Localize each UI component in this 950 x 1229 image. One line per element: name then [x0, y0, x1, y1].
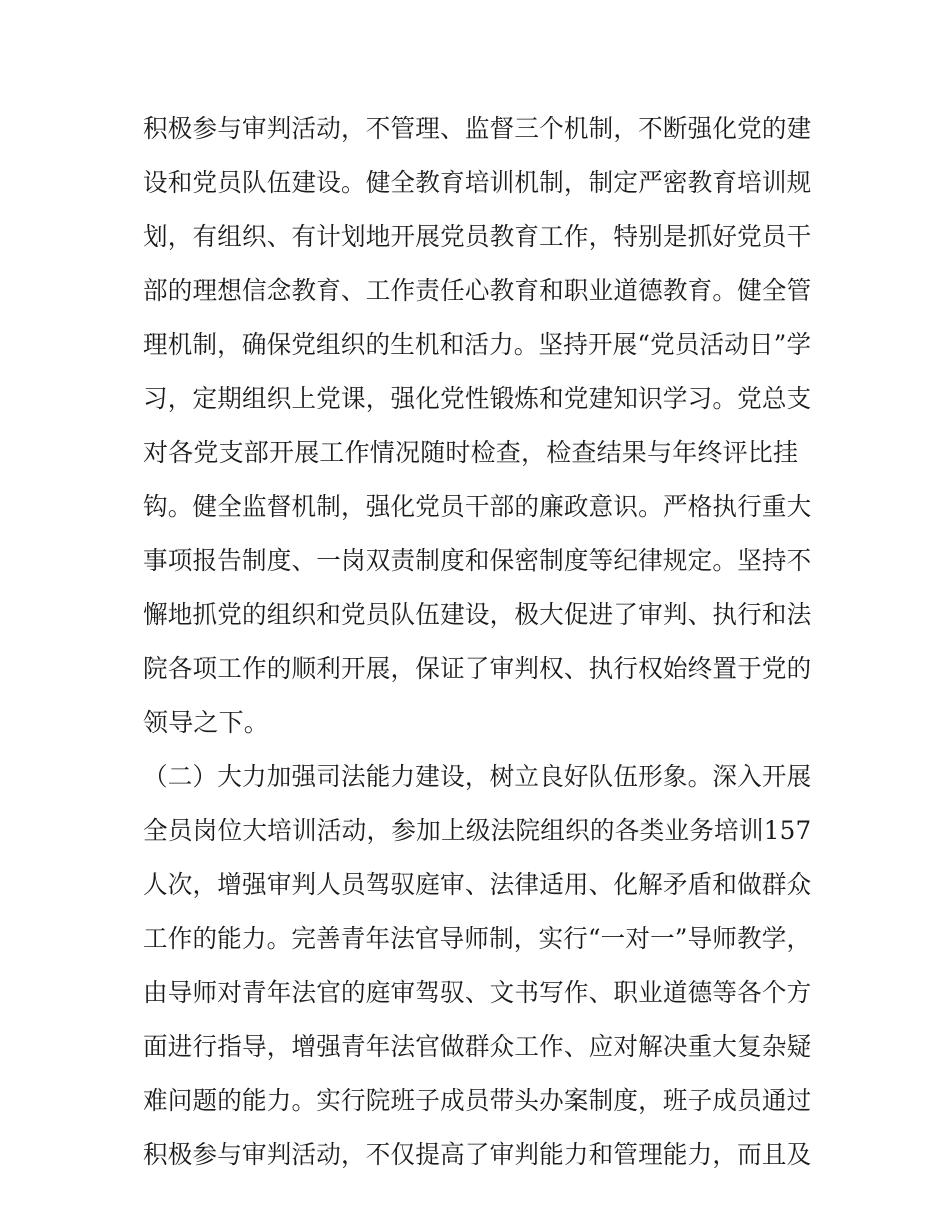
text-line: 懈地抓党的组织和党员队伍建设，极大促进了审判、执行和法 — [143, 600, 812, 629]
text-line: 理机制，确保党组织的生机和活力。坚持开展“党员活动日”学 — [143, 330, 812, 359]
text-line: 难问题的能力。实行院班子成员带头办案制度，班子成员通过 — [143, 1086, 812, 1115]
text-line: 院各项工作的顺利开展，保证了审判权、执行权始终置于党的 — [143, 654, 812, 683]
text-line: 工作的能力。完善青年法官导师制，实行“一对一”导师教学， — [143, 924, 812, 953]
text-line: 全员岗位大培训活动，参加上级法院组织的各类业务培训157 — [143, 816, 812, 845]
text-line: 设和党员队伍建设。健全教育培训机制，制定严密教育培训规 — [143, 168, 812, 197]
text-line: 部的理想信念教育、工作责任心教育和职业道德教育。健全管 — [143, 276, 812, 305]
text-line: 习，定期组织上党课，强化党性锻炼和党建知识学习。党总支 — [143, 384, 812, 413]
text-line: 划，有组织、有计划地开展党员教育工作，特别是抓好党员干 — [143, 222, 812, 251]
section-heading-line: （二）大力加强司法能力建设，树立良好队伍形象。深入开展 — [143, 762, 812, 791]
text-line: 面进行指导，增强青年法官做群众工作、应对解决重大复杂疑 — [143, 1032, 812, 1061]
text-line: 事项报告制度、一岗双责制度和保密制度等纪律规定。坚持不 — [143, 546, 812, 575]
text-line: 由导师对青年法官的庭审驾驭、文书写作、职业道德等各个方 — [143, 978, 812, 1007]
text-line: 积极参与审判活动，不管理、监督三个机制，不断强化党的建 — [143, 114, 812, 143]
text-line: 钩。健全监督机制，强化党员干部的廉政意识。严格执行重大 — [143, 492, 812, 521]
text-line: 领导之下。 — [143, 708, 270, 737]
text-line: 对各党支部开展工作情况随时检查，检查结果与年终评比挂 — [143, 438, 799, 467]
text-line: 积极参与审判活动，不仅提高了审判能力和管理能力，而且及 — [143, 1140, 812, 1169]
text-line: 人次，增强审判人员驾驭庭审、法律适用、化解矛盾和做群众 — [143, 870, 812, 899]
